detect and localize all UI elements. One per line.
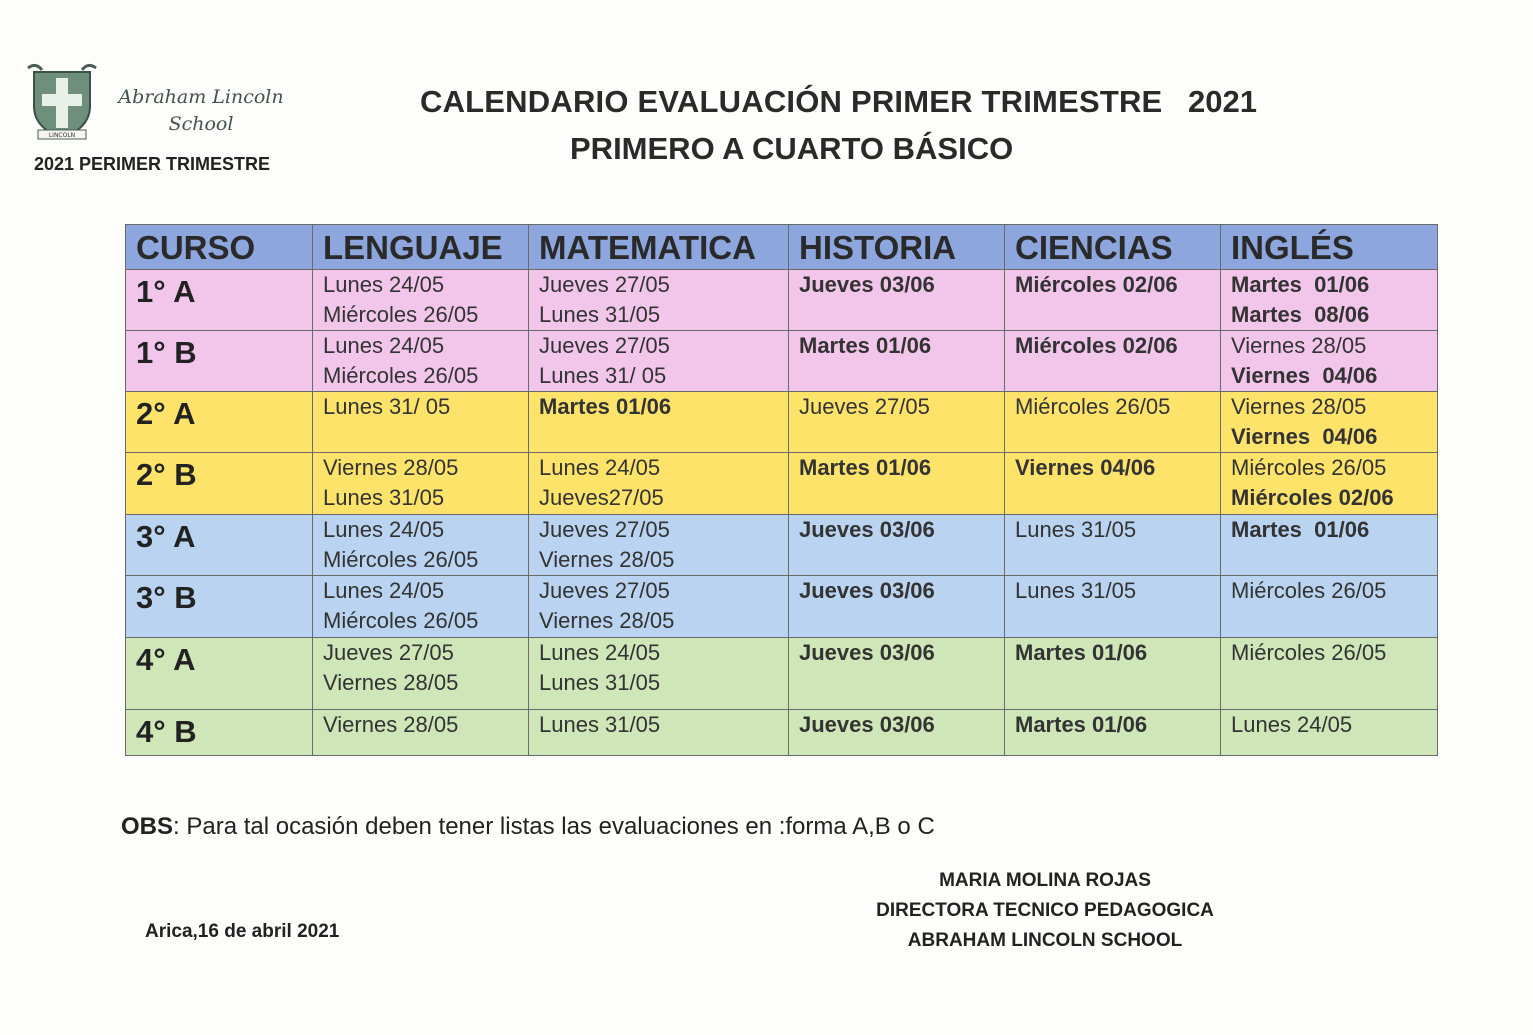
exam-date: Viernes 28/05 xyxy=(323,711,459,737)
ciencias-cell xyxy=(1005,270,1221,331)
exam-date: Miércoles 26/05 xyxy=(1231,455,1387,481)
exam-date: Miércoles 26/05 xyxy=(323,546,479,572)
place-date: Arica,16 de abril 2021 xyxy=(145,921,340,942)
exam-date: Jueves 03/06 xyxy=(799,272,935,297)
exam-date: Viernes 04/06 xyxy=(1015,455,1156,481)
historia-cell xyxy=(789,453,1005,514)
table-row xyxy=(126,270,1438,331)
table-header-row xyxy=(126,225,1438,270)
exam-date: Lunes 31/ 05 xyxy=(323,394,451,420)
ingles-cell xyxy=(1221,331,1438,392)
column-header-ingles: INGLÉS xyxy=(1221,225,1438,270)
exam-date: Viernes 28/05 xyxy=(1231,333,1367,359)
curso-cell: 2° A xyxy=(126,392,313,453)
curso-cell: 3° B xyxy=(126,575,313,637)
lenguaje-cell xyxy=(313,709,529,755)
historia-cell xyxy=(789,575,1005,637)
ciencias-cell xyxy=(1005,392,1221,453)
ingles-cell xyxy=(1221,709,1438,755)
lenguaje-cell xyxy=(313,392,529,453)
exam-date: Martes 01/06 xyxy=(1015,711,1148,737)
page-subtitle: PRIMERO A CUARTO BÁSICO xyxy=(570,131,1014,166)
ciencias-cell xyxy=(1005,453,1221,514)
exam-date: Lunes 24/05 xyxy=(323,516,445,542)
svg-text:LINCOLN: LINCOLN xyxy=(48,132,76,139)
ingles-cell xyxy=(1221,514,1438,575)
exam-date: Lunes 31/05 xyxy=(539,302,661,327)
school-crest-icon xyxy=(26,62,98,140)
ciencias-cell xyxy=(1005,575,1221,637)
historia-cell xyxy=(789,637,1005,709)
lenguaje-cell xyxy=(313,453,529,514)
ciencias-cell xyxy=(1005,514,1221,575)
historia-cell xyxy=(789,514,1005,575)
exam-date: Lunes 24/05 xyxy=(323,272,445,297)
exam-date: Jueves 03/06 xyxy=(799,516,935,542)
exam-date: Martes 08/06 xyxy=(1231,302,1370,327)
exam-date: Miércoles 02/06 xyxy=(1231,485,1394,511)
exam-date: Viernes 28/05 xyxy=(539,546,675,572)
exam-date: Viernes 28/05 xyxy=(539,607,675,633)
trimester-label: 2021 PERIMER TRIMESTRE xyxy=(34,154,271,174)
exam-date: Martes 01/06 xyxy=(799,455,932,481)
matematica-cell xyxy=(529,575,789,637)
curso-cell: 2° B xyxy=(126,453,313,514)
ingles-cell xyxy=(1221,392,1438,453)
exam-date: Jueves 27/05 xyxy=(799,394,930,420)
exam-date: Miércoles 02/06 xyxy=(1015,272,1178,297)
page-title: CALENDARIO EVALUACIÓN PRIMER TRIMESTRE xyxy=(420,84,1163,119)
signer-role: DIRECTORA TECNICO PEDAGOGICA xyxy=(876,900,1214,921)
exam-date: Jueves 27/05 xyxy=(323,639,454,665)
exam-date: Jueves 03/06 xyxy=(799,577,935,603)
exam-date: Lunes 31/05 xyxy=(1015,577,1137,603)
ingles-cell xyxy=(1221,270,1438,331)
table-row xyxy=(126,392,1438,453)
exam-date: Viernes 28/05 xyxy=(323,669,459,695)
column-header-matematica: MATEMATICA xyxy=(529,225,789,270)
exam-date: Lunes 24/05 xyxy=(539,455,661,481)
column-header-curso: CURSO xyxy=(126,225,313,270)
historia-cell xyxy=(789,392,1005,453)
signer-organization: ABRAHAM LINCOLN SCHOOL xyxy=(907,930,1183,951)
exam-date: Jueves 03/06 xyxy=(799,639,935,665)
matematica-cell xyxy=(529,270,789,331)
ciencias-cell xyxy=(1005,331,1221,392)
exam-date: Miércoles 02/06 xyxy=(1015,333,1178,359)
page-year: 2021 xyxy=(1188,84,1257,119)
school-name-line2: School xyxy=(168,113,234,135)
ciencias-cell xyxy=(1005,637,1221,709)
matematica-cell xyxy=(529,637,789,709)
curso-cell: 4° B xyxy=(126,709,313,755)
ingles-cell xyxy=(1221,637,1438,709)
column-header-ciencias: CIENCIAS xyxy=(1005,225,1221,270)
school-name-line1: Abraham Lincoln xyxy=(118,86,284,108)
exam-date: Viernes 04/06 xyxy=(1231,363,1378,389)
exam-date: Jueves 03/06 xyxy=(799,711,935,737)
ciencias-cell xyxy=(1005,709,1221,755)
exam-date: Lunes 31/05 xyxy=(323,485,445,511)
exam-date: Miércoles 26/05 xyxy=(323,607,479,633)
exam-date: Lunes 31/ 05 xyxy=(539,363,667,389)
exam-date: Viernes 28/05 xyxy=(1231,394,1367,420)
exam-date: Lunes 31/05 xyxy=(1015,516,1137,542)
exam-date: Viernes 04/06 xyxy=(1231,424,1378,450)
exam-date: Jueves 27/05 xyxy=(539,333,670,359)
exam-date: Lunes 24/05 xyxy=(323,333,445,359)
matematica-cell xyxy=(529,514,789,575)
historia-cell xyxy=(789,270,1005,331)
table-row xyxy=(126,331,1438,392)
lenguaje-cell xyxy=(313,637,529,709)
exam-date: Miércoles 26/05 xyxy=(323,363,479,389)
table-row xyxy=(126,453,1438,514)
matematica-cell xyxy=(529,453,789,514)
exam-date: Viernes 28/05 xyxy=(323,455,459,481)
exam-date: Martes 01/06 xyxy=(539,394,672,420)
lenguaje-cell xyxy=(313,514,529,575)
exam-date: Jueves 27/05 xyxy=(539,272,670,297)
matematica-cell xyxy=(529,331,789,392)
curso-cell: 1° B xyxy=(126,331,313,392)
curso-cell: 3° A xyxy=(126,514,313,575)
exam-date: Martes 01/06 xyxy=(799,333,932,359)
exam-date: Miércoles 26/05 xyxy=(323,302,479,327)
table-row xyxy=(126,637,1438,709)
exam-date: Miércoles 26/05 xyxy=(1231,577,1387,603)
lenguaje-cell xyxy=(313,575,529,637)
lenguaje-cell xyxy=(313,331,529,392)
exam-date: Jueves 27/05 xyxy=(539,577,670,603)
historia-cell xyxy=(789,331,1005,392)
exam-date: Lunes 24/05 xyxy=(1231,711,1353,737)
curso-cell: 4° A xyxy=(126,637,313,709)
ingles-cell xyxy=(1221,575,1438,637)
exam-date: Lunes 24/05 xyxy=(539,639,661,665)
school-name xyxy=(106,84,296,138)
exam-date: Miércoles 26/05 xyxy=(1015,394,1171,420)
ingles-cell xyxy=(1221,453,1438,514)
table-row xyxy=(126,575,1438,637)
exam-date: Lunes 24/05 xyxy=(323,577,445,603)
table-row xyxy=(126,514,1438,575)
column-header-historia: HISTORIA xyxy=(789,225,1005,270)
matematica-cell xyxy=(529,392,789,453)
exam-date: Martes 01/06 xyxy=(1015,639,1148,665)
exam-date: Miércoles 26/05 xyxy=(1231,639,1387,665)
exam-date: Lunes 31/05 xyxy=(539,669,661,695)
school-logo xyxy=(26,62,296,152)
evaluation-calendar-table xyxy=(125,224,1438,756)
curso-cell: 1° A xyxy=(126,270,313,331)
historia-cell xyxy=(789,709,1005,755)
observation-label: OBS xyxy=(121,813,174,840)
exam-date: Jueves27/05 xyxy=(539,485,664,511)
matematica-cell xyxy=(529,709,789,755)
exam-date: Martes 01/06 xyxy=(1231,516,1370,542)
exam-date: Lunes 31/05 xyxy=(539,711,661,737)
exam-date: Jueves 27/05 xyxy=(539,516,670,542)
exam-date: Martes 01/06 xyxy=(1231,272,1370,297)
signature-block xyxy=(860,866,1230,956)
observation-note xyxy=(121,813,935,841)
table-row xyxy=(126,709,1438,755)
signer-name: MARIA MOLINA ROJAS xyxy=(939,870,1151,891)
column-header-lenguaje: LENGUAJE xyxy=(313,225,529,270)
lenguaje-cell xyxy=(313,270,529,331)
observation-text: : Para tal ocasión deben tener listas las evaluaciones en :forma A,B o C xyxy=(173,813,935,840)
